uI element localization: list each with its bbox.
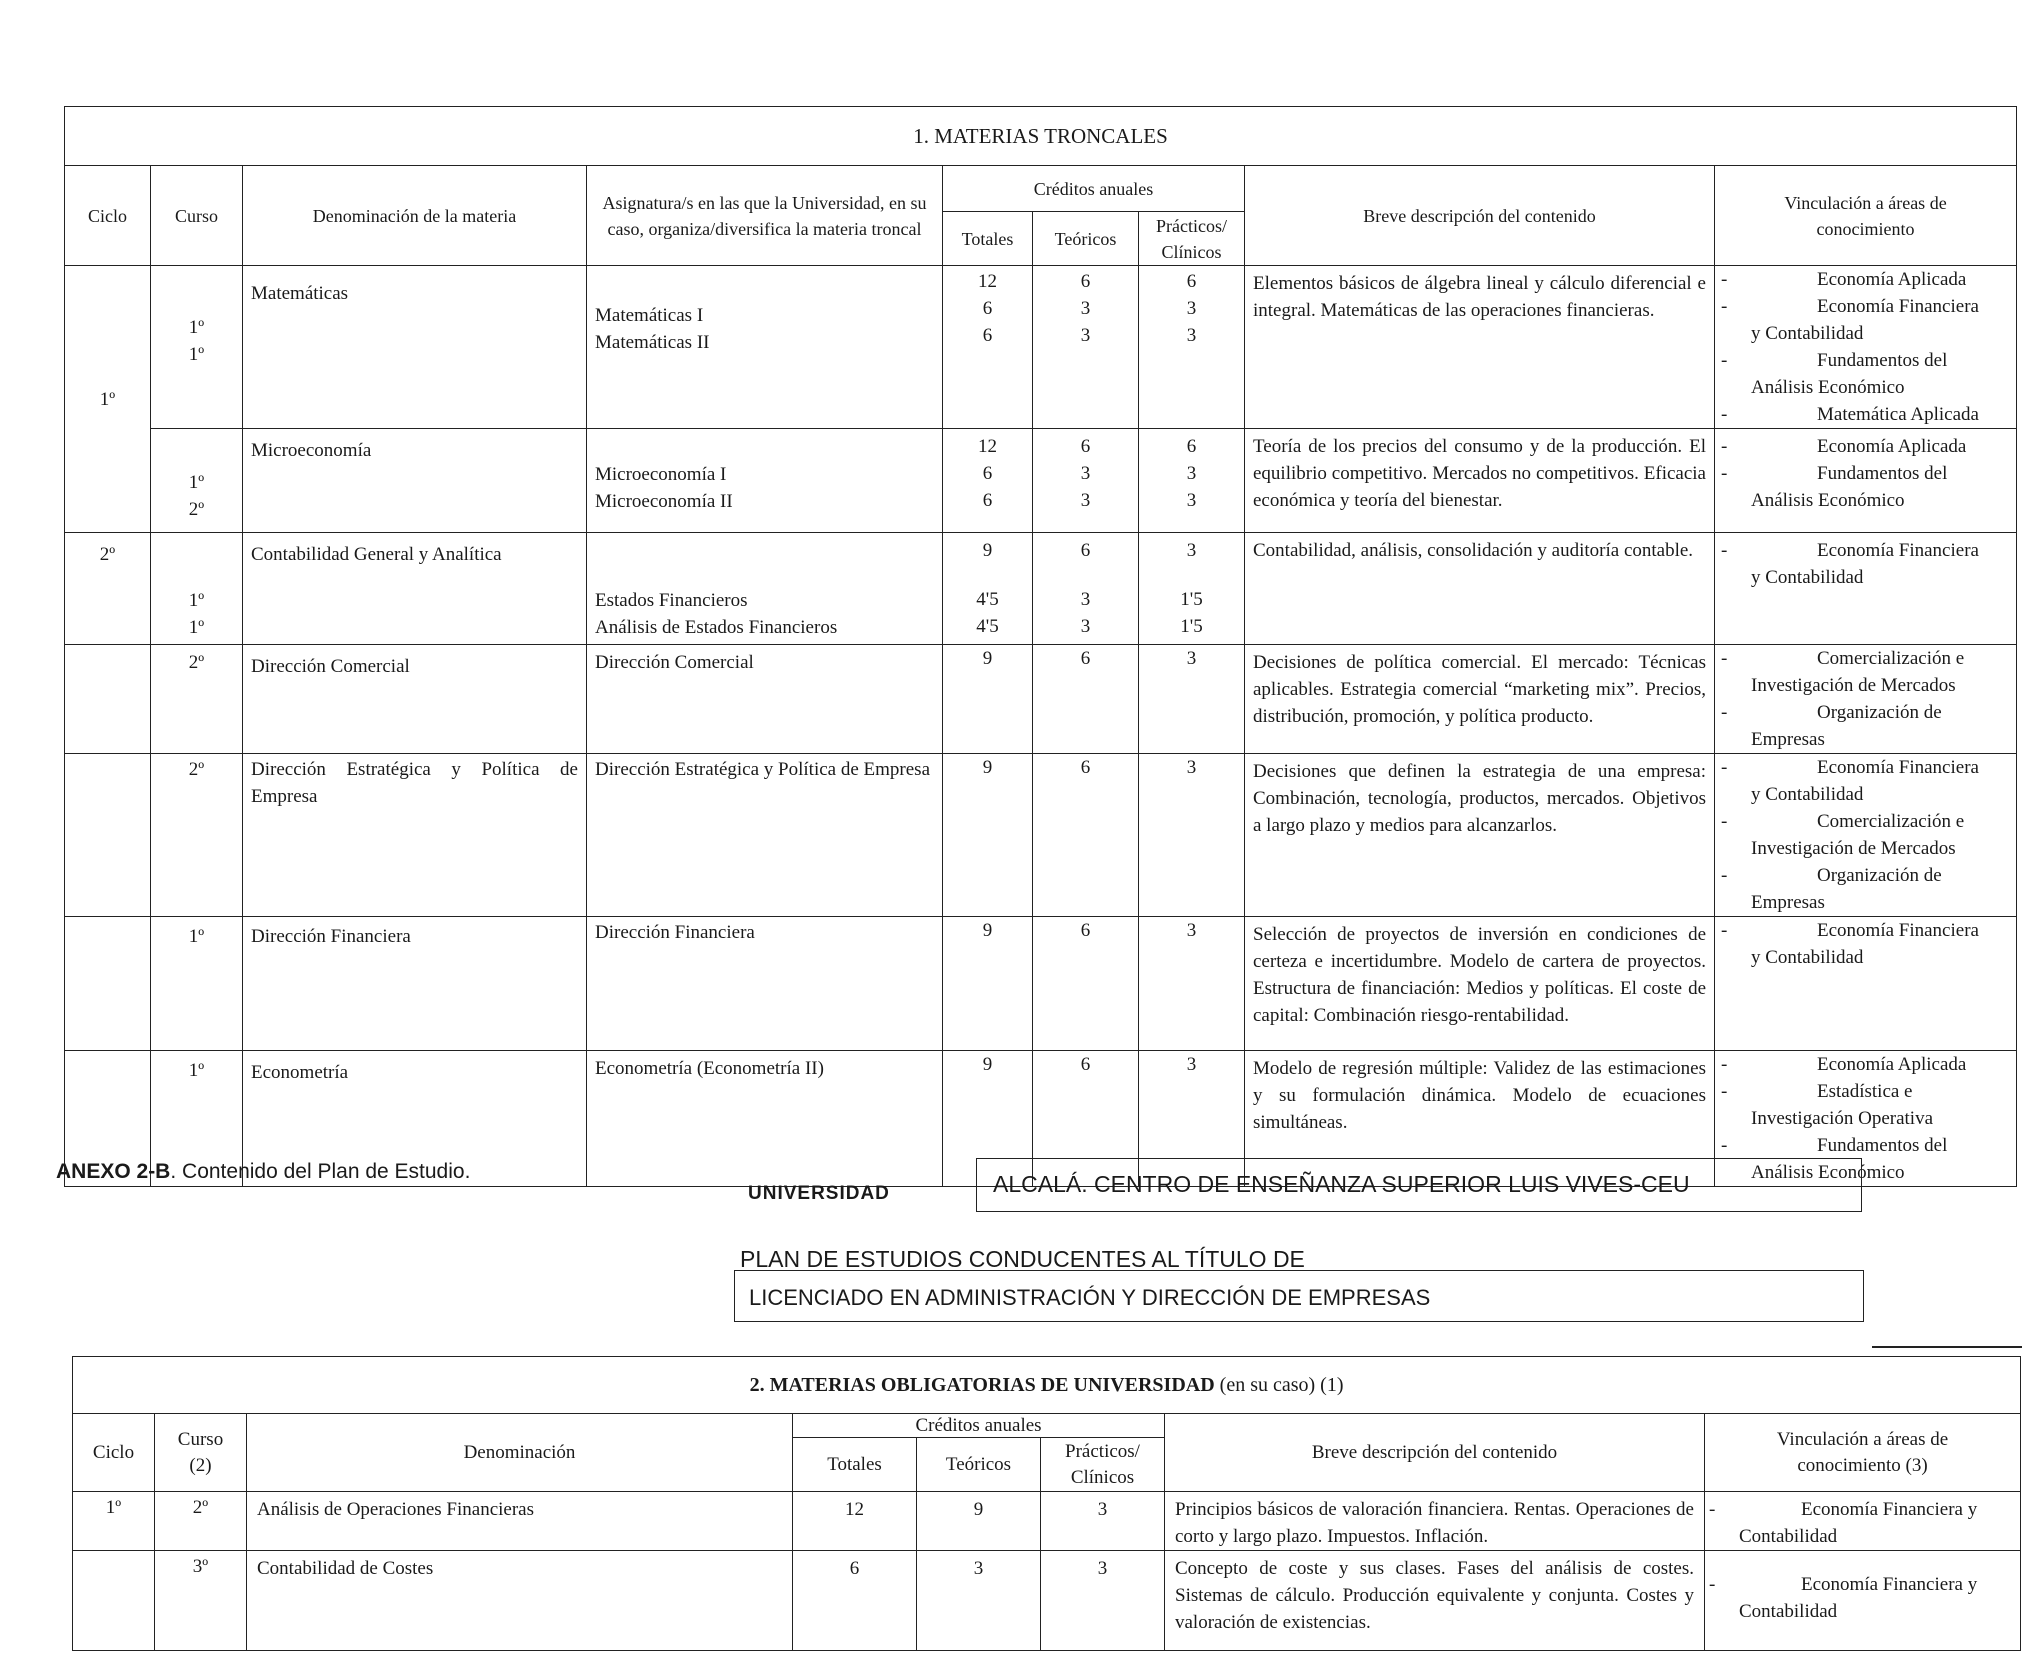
universidad-label: UNIVERSIDAD: [748, 1183, 890, 1204]
asignatura-cell: Matemáticas I Matemáticas II: [587, 266, 943, 429]
vinculacion-cell: - Economía Financiera y Contabilidad: [1715, 917, 2017, 1051]
table2-title: 2. MATERIAS OBLIGATORIAS DE UNIVERSIDAD (en su caso) (1): [73, 1357, 2021, 1414]
curso-cell: 1º 1º: [151, 266, 243, 429]
curso-cell: 2º: [151, 645, 243, 754]
practicos-cell: 3: [1139, 917, 1245, 1051]
practicos-cell: 3: [1041, 1492, 1165, 1551]
teoricos-cell: 6 3 3: [1033, 429, 1139, 533]
header-teoricos: Teóricos: [1033, 212, 1139, 266]
header-creditos: Créditos anuales: [943, 166, 1245, 212]
plan-value: LICENCIADO EN ADMINISTRACIÓN Y DIRECCIÓN DE EMPRESAS: [734, 1270, 1864, 1322]
teoricos-cell: 6: [1033, 754, 1139, 917]
header-curso: Curso: [151, 166, 243, 266]
header-denominacion: Denominación: [247, 1414, 793, 1492]
teoricos-cell: 9: [917, 1492, 1041, 1551]
curso-cell: 1º: [151, 1051, 243, 1187]
curso-cell: 2º: [151, 754, 243, 917]
materia-cell: Dirección Estratégica y Política de Empresa: [243, 754, 587, 917]
table-row: [65, 754, 2017, 917]
header-vinculacion: Vinculación a áreas de conocimiento: [1715, 166, 2017, 266]
universidad-value: ALCALÁ. CENTRO DE ENSEÑANZA SUPERIOR LUIS VIVES-CEU: [976, 1158, 1862, 1212]
header-totales: Totales: [943, 212, 1033, 266]
totales-cell: 6: [793, 1551, 917, 1651]
practicos-cell: 3: [1139, 645, 1245, 754]
header-denominacion: Denominación de la materia: [243, 166, 587, 266]
totales-cell: 9: [943, 1051, 1033, 1187]
vinculacion-cell: - Economía Financiera y Contabilidad: [1705, 1551, 2021, 1651]
practicos-cell: 3: [1139, 1051, 1245, 1187]
vinculacion-cell: - Economía Financiera y Contabilidad - Comercialización e Investigación de Mercados - Organización de Empresas: [1715, 754, 2017, 917]
vinculacion-cell: - Economía Aplicada - Fundamentos del Análisis Económico: [1715, 429, 2017, 533]
header-practicos: Prácticos/ Clínicos: [1139, 212, 1245, 266]
descripcion-cell: Selección de proyectos de inversión en condiciones de certeza e incertidumbre. Modelo de cartera de proyectos. Estructura de financiación: Medios y políticas. El coste de capital: Combinación riesgo-rentabilidad.: [1245, 917, 1715, 1051]
ciclo-cell: [65, 645, 151, 754]
table-row: [65, 917, 2017, 1051]
descripcion-cell: Teoría de los precios del consumo y de la producción. El equilibrio competitivo. Mercados no competitivos. Eficacia económica y teoría del bienestar.: [1245, 429, 1715, 533]
header-practicos: Prácticos/ Clínicos: [1041, 1438, 1165, 1492]
anexo-text: . Contenido del Plan de Estudio.: [170, 1160, 471, 1183]
teoricos-cell: 6: [1033, 917, 1139, 1051]
curso-cell: 2º: [155, 1492, 247, 1551]
vinculacion-cell: - Comercialización e Investigación de Mercados - Organización de Empresas: [1715, 645, 2017, 754]
denominacion-cell: Análisis de Operaciones Financieras: [247, 1492, 793, 1551]
anexo-caption: [56, 1160, 470, 1184]
teoricos-cell: 6 3 3: [1033, 533, 1139, 645]
ciclo-cell: 2º: [65, 533, 151, 645]
ciclo-cell: [73, 1551, 155, 1651]
teoricos-cell: 6: [1033, 1051, 1139, 1187]
materia-cell: Matemáticas: [243, 266, 587, 429]
teoricos-cell: 3: [917, 1551, 1041, 1651]
header-teoricos: Teóricos: [917, 1438, 1041, 1492]
materia-cell: Microeconomía: [243, 429, 587, 533]
curso-cell: 3º: [155, 1551, 247, 1651]
table-row: [65, 533, 2017, 645]
denominacion-cell: Contabilidad de Costes: [247, 1551, 793, 1651]
asignatura-cell: Microeconomía I Microeconomía II: [587, 429, 943, 533]
curso-cell: 1º 2º: [151, 429, 243, 533]
vinculacion-cell: - Economía Financiera y Contabilidad: [1705, 1492, 2021, 1551]
header-totales: Totales: [793, 1438, 917, 1492]
asignatura-cell: Dirección Financiera: [587, 917, 943, 1051]
teoricos-cell: 6: [1033, 645, 1139, 754]
vinculacion-cell: - Economía Aplicada - Economía Financiera y Contabilidad - Fundamentos del Análisis Económico - Matemática Aplicada: [1715, 266, 2017, 429]
ciclo-mark-1: 1º: [99, 388, 116, 410]
practicos-cell: 3: [1139, 754, 1245, 917]
materia-cell: Contabilidad General y Analítica: [243, 533, 587, 645]
header-vinculacion: Vinculación a áreas de conocimiento (3): [1705, 1414, 2021, 1492]
curso-cell: 1º: [151, 917, 243, 1051]
totales-cell: 9: [943, 645, 1033, 754]
descripcion-cell: Contabilidad, análisis, consolidación y auditoría contable.: [1245, 533, 1715, 645]
asignatura-cell: Dirección Estratégica y Política de Empresa: [587, 754, 943, 917]
curso-cell: 1º 1º: [151, 533, 243, 645]
materia-cell: Dirección Financiera: [243, 917, 587, 1051]
plan-label: PLAN DE ESTUDIOS CONDUCENTES AL TÍTULO DE: [740, 1246, 1305, 1272]
materias-troncales-table: [64, 106, 2017, 1187]
teoricos-cell: 6 3 3: [1033, 266, 1139, 429]
table-row: [73, 1492, 2021, 1551]
ciclo-cell: [65, 917, 151, 1051]
totales-cell: 9 4'5 4'5: [943, 533, 1033, 645]
ciclo-cell: [65, 266, 151, 533]
divider: [1872, 1346, 2022, 1348]
header-asignatura: Asignatura/s en las que la Universidad, en su caso, organiza/diversifica la materia troncal: [587, 166, 943, 266]
descripcion-cell: Principios básicos de valoración financiera. Rentas. Operaciones de corto y largo plazo. Impuestos. Inflación.: [1165, 1492, 1705, 1551]
asignatura-cell: Dirección Comercial: [587, 645, 943, 754]
practicos-cell: 3: [1041, 1551, 1165, 1651]
descripcion-cell: Decisiones de política comercial. El mercado: Técnicas aplicables. Estrategia comercial “marketing mix”. Precios, distribución, promoción, y política producto.: [1245, 645, 1715, 754]
header-descripcion: Breve descripción del contenido: [1245, 166, 1715, 266]
totales-cell: 12 6 6: [943, 266, 1033, 429]
descripcion-cell: Decisiones que definen la estrategia de una empresa: Combinación, tecnología, productos, mercados. Objetivos a largo plazo y medios para alcanzarlos.: [1245, 754, 1715, 917]
materia-cell: Dirección Comercial: [243, 645, 587, 754]
descripcion-cell: Modelo de regresión múltiple: Validez de las estimaciones y su formulación dinámica. Modelo de ecuaciones simultáneas.: [1245, 1051, 1715, 1187]
header-creditos: Créditos anuales: [793, 1414, 1165, 1438]
table-row: [65, 645, 2017, 754]
header-curso: Curso (2): [155, 1414, 247, 1492]
descripcion-cell: Elementos básicos de álgebra lineal y cálculo diferencial e integral. Matemáticas de las operaciones financieras.: [1245, 266, 1715, 429]
totales-cell: 12 6 6: [943, 429, 1033, 533]
practicos-cell: 6 3 3: [1139, 429, 1245, 533]
ciclo-cell: 1º: [73, 1492, 155, 1551]
totales-cell: 12: [793, 1492, 917, 1551]
table-row: [73, 1551, 2021, 1651]
anexo-label: ANEXO 2-B: [56, 1160, 171, 1183]
totales-cell: 9: [943, 917, 1033, 1051]
practicos-cell: 3 1'5 1'5: [1139, 533, 1245, 645]
table-row: [65, 429, 2017, 533]
practicos-cell: 6 3 3: [1139, 266, 1245, 429]
vinculacion-cell: - Economía Aplicada - Estadística e Investigación Operativa - Fundamentos del Análisis Económico: [1715, 1051, 2017, 1187]
ciclo-cell: [65, 754, 151, 917]
vinculacion-cell: - Economía Financiera y Contabilidad: [1715, 533, 2017, 645]
asignatura-cell: Estados Financieros Análisis de Estados Financieros: [587, 533, 943, 645]
materias-obligatorias-table: [72, 1356, 2021, 1651]
asignatura-cell: Econometría (Econometría II): [587, 1051, 943, 1187]
table1-title: 1. MATERIAS TRONCALES: [65, 107, 2017, 166]
totales-cell: 9: [943, 754, 1033, 917]
header-ciclo: Ciclo: [65, 166, 151, 266]
table-row: [65, 266, 2017, 429]
materia-cell: Econometría: [243, 1051, 587, 1187]
descripcion-cell: Concepto de coste y sus clases. Fases del análisis de costes. Sistemas de cálculo. Producción equivalente y conjunta. Costes y valoración de existencias.: [1165, 1551, 1705, 1651]
header-ciclo: Ciclo: [73, 1414, 155, 1492]
header-descripcion: Breve descripción del contenido: [1165, 1414, 1705, 1492]
